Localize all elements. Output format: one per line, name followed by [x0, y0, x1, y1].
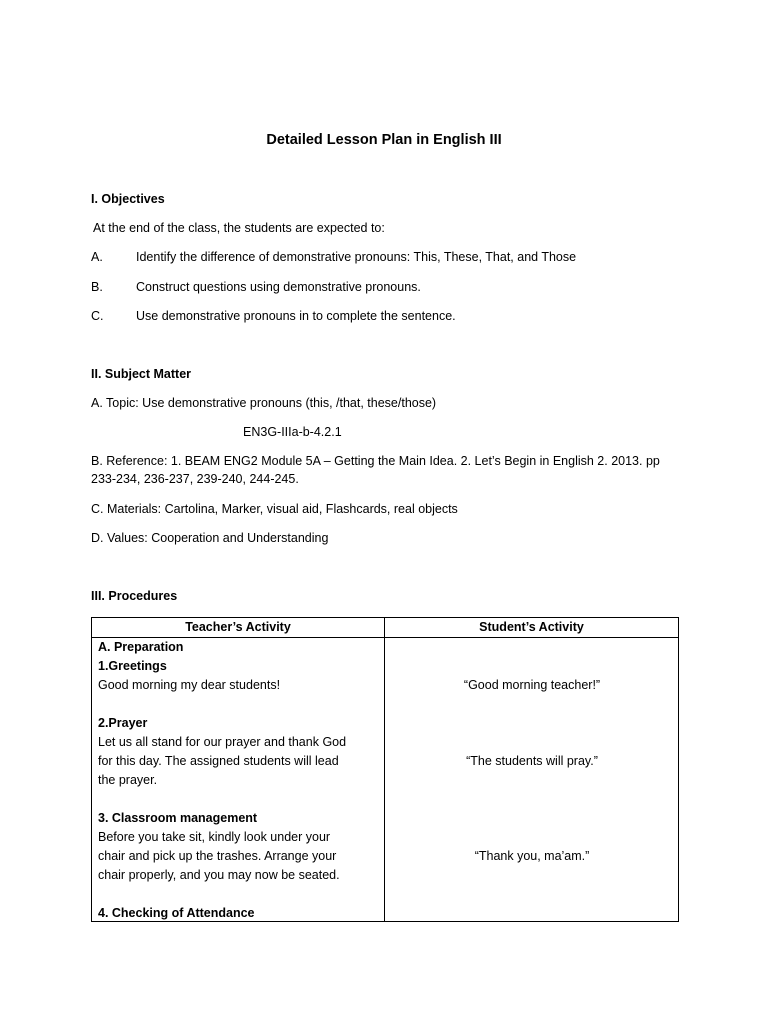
- prayer-line: the prayer.: [98, 773, 158, 787]
- teacher-activity-header: Teacher’s Activity: [92, 618, 385, 638]
- classroom-management-line: chair properly, and you may now be seated.: [98, 868, 340, 882]
- objective-text-a: Identify the difference of demonstrative pronouns: This, These, That, and Those: [136, 250, 577, 264]
- subject-reference-line2: 233-234, 236-237, 239-240, 244-245.: [91, 472, 299, 486]
- prayer-heading: 2.Prayer: [98, 716, 148, 730]
- objective-letter-b: B.: [91, 280, 103, 294]
- objective-text-b: Construct questions using demonstrative pronouns.: [136, 280, 421, 294]
- objective-letter-a: A.: [91, 250, 103, 264]
- subject-materials: C. Materials: Cartolina, Marker, visual aid, Flashcards, real objects: [91, 502, 458, 516]
- teacher-activity-cell: [92, 638, 385, 922]
- subject-matter-heading: II. Subject Matter: [91, 367, 192, 381]
- objectives-intro: At the end of the class, the students are expected to:: [93, 221, 385, 235]
- procedures-heading: III. Procedures: [91, 589, 178, 603]
- subject-topic: A. Topic: Use demonstrative pronouns (this, /that, these/those): [91, 396, 437, 410]
- classroom-management-heading: 3. Classroom management: [98, 811, 258, 825]
- document-title: Detailed Lesson Plan in English III: [266, 132, 502, 148]
- preparation-heading: A. Preparation: [98, 640, 184, 654]
- objective-letter-c: C.: [91, 309, 104, 323]
- student-activity-cell: [385, 638, 679, 922]
- objective-text-c: Use demonstrative pronouns in to complete the sentence.: [136, 309, 456, 323]
- table-header-row: [92, 618, 679, 638]
- greetings-heading: 1.Greetings: [98, 659, 167, 673]
- prayer-line: Let us all stand for our prayer and thank God: [98, 735, 347, 749]
- greetings-text: Good morning my dear students!: [98, 678, 281, 692]
- subject-code: EN3G-IIIa-b-4.2.1: [243, 425, 342, 439]
- procedures-table: [91, 617, 679, 922]
- table-row: [92, 638, 679, 922]
- prayer-reply: “The students will pray.”: [466, 754, 598, 768]
- student-activity-header: Student’s Activity: [385, 618, 679, 638]
- subject-values: D. Values: Cooperation and Understanding: [91, 531, 329, 545]
- classroom-management-line: chair and pick up the trashes. Arrange your: [98, 849, 337, 863]
- classroom-management-reply: “Thank you, ma’am.”: [474, 849, 590, 863]
- objectives-heading: I. Objectives: [91, 192, 165, 206]
- prayer-line: for this day. The assigned students will lead: [98, 754, 339, 768]
- classroom-management-line: Before you take sit, kindly look under your: [98, 830, 331, 844]
- attendance-heading: 4. Checking of Attendance: [98, 906, 255, 920]
- subject-reference-line1: B. Reference: 1. BEAM ENG2 Module 5A – Getting the Main Idea. 2. Let’s Begin in English 2. 2013. pp: [91, 454, 660, 468]
- greetings-reply: “Good morning teacher!”: [463, 678, 601, 692]
